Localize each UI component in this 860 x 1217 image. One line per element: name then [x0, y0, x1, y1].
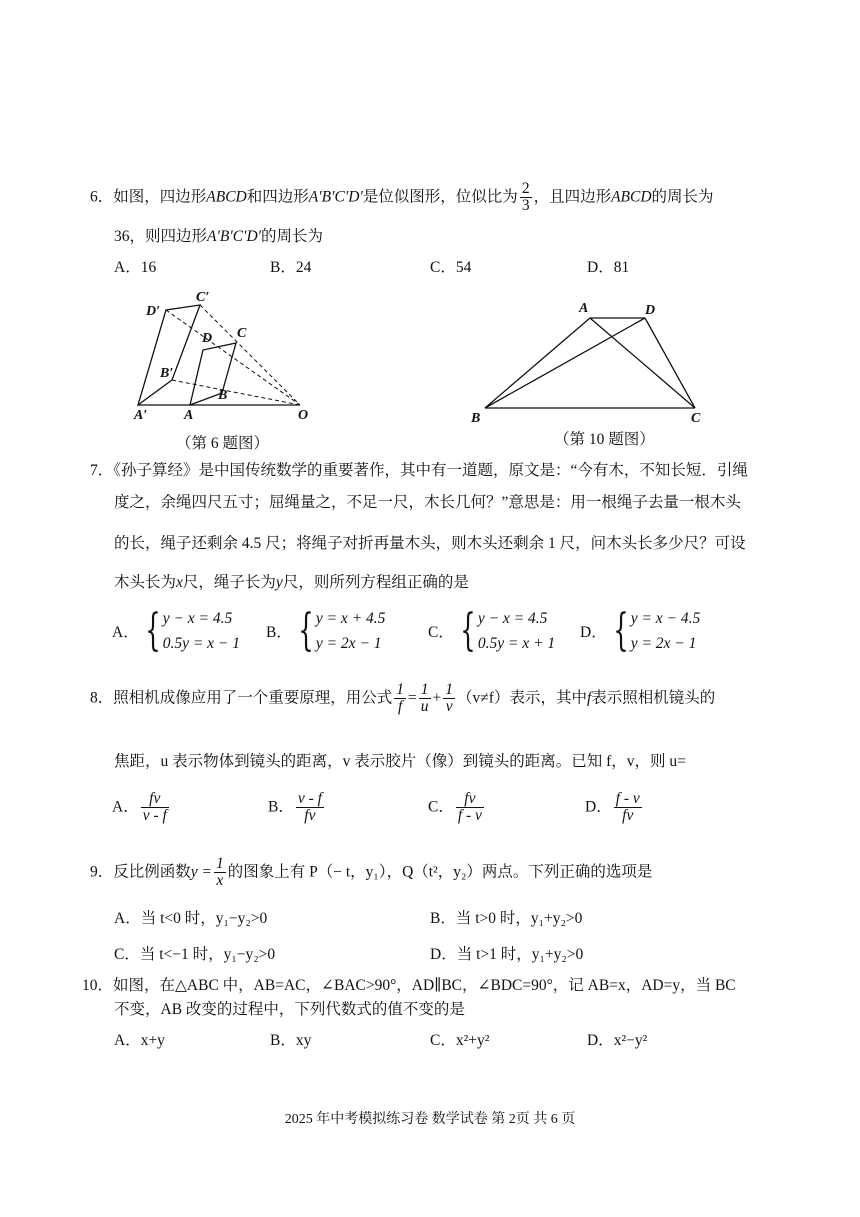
q7-line4: [114, 570, 469, 592]
q9-fraction: [214, 856, 226, 890]
q6-text: 和四边形: [246, 188, 309, 206]
equation: 0.5y = x + 1: [477, 635, 556, 652]
q6-number: 6．: [90, 188, 114, 206]
brace: {: [613, 605, 629, 656]
q6-text: 36，则四边形: [114, 228, 208, 245]
q7-option-d: [580, 606, 700, 656]
label-c: C: [237, 326, 247, 341]
segment-ab: [485, 318, 590, 408]
option-label: C．: [428, 798, 454, 816]
q9-option-a: A．当 t<0 时，y₁−y₂>0: [114, 910, 268, 927]
q8-number: 8．: [90, 689, 114, 707]
q8-option-c: [428, 791, 486, 825]
equation: y − x = 4.5: [477, 610, 548, 627]
q6-option-d: D．81: [587, 259, 630, 276]
label-b: B: [471, 411, 481, 426]
label-o: O: [298, 408, 309, 423]
q8-line2: 焦距，u 表示物体到镜头的距离，v 表示胶片（像）到镜头的距离。已知 f，v，则 u=: [114, 753, 686, 770]
quad-a-prime: [138, 305, 200, 405]
q9-text: 反比例函数: [113, 863, 191, 881]
q10-option-a: A．x+y: [114, 1032, 165, 1049]
frac-1-u: [419, 682, 431, 716]
option-fraction: [456, 791, 484, 825]
segment-bd: [485, 318, 645, 408]
q7-number: 7．: [90, 462, 114, 479]
frac-num: 1: [445, 681, 454, 698]
equation: y = x + 4.5: [315, 610, 386, 627]
segment-ac: [590, 318, 695, 408]
q7-option-b: [266, 606, 385, 656]
q8-text: 照相机成像应用了一个重要原理，用公式: [113, 689, 393, 707]
q8-condition: （v≠f）: [457, 689, 510, 707]
brace: {: [298, 605, 314, 656]
option-label: A．: [112, 798, 139, 816]
q10-option-b: B．xy: [270, 1032, 312, 1049]
option-fraction: [296, 791, 324, 825]
ratio-fraction: [520, 181, 532, 215]
q10-number: 10．: [82, 977, 114, 994]
q6-text: ，且四边形: [533, 188, 612, 206]
q7-text: 《孙子算经》是中国传统数学的重要著作，其中有一道题，原文是：“今有木，不知长短．引绳: [113, 462, 748, 479]
equals-sign: =: [408, 689, 417, 707]
brace: {: [145, 605, 161, 656]
frac-num: 1: [420, 681, 429, 698]
q6-text: 是位似图形，位似比为: [362, 188, 518, 206]
quad-abcd: [190, 343, 236, 405]
q7-text: 木头长为: [114, 574, 177, 591]
option-label: D．: [585, 798, 612, 816]
equation: y = 2x − 1: [630, 635, 697, 652]
frac-num: fv: [149, 790, 161, 807]
plus-sign: +: [432, 689, 442, 707]
label-d: D: [645, 303, 656, 318]
equation: 0.5y = x − 1: [162, 635, 241, 652]
frac-den: v - f: [142, 807, 167, 825]
frac-den: fv: [296, 807, 324, 824]
q7-line1: [90, 458, 748, 480]
label-b: B: [218, 388, 228, 403]
q6-option-a: A．16: [114, 259, 157, 276]
frac-den: v: [443, 698, 455, 715]
label-a: A: [184, 408, 194, 423]
frac-den: u: [420, 698, 429, 716]
q8-line1: [90, 682, 715, 716]
q10-option-d: D．x²−y²: [587, 1032, 648, 1049]
figure-6: [120, 285, 330, 425]
q8-text: 表示照相机镜头的: [591, 689, 716, 707]
frac-1-f: [394, 682, 406, 716]
q9-function: y =: [190, 863, 212, 881]
q7-option-a: [112, 606, 240, 656]
label-d: D: [202, 331, 213, 346]
q8-option-d: [585, 791, 644, 825]
figure-10: [465, 296, 715, 426]
option-label: B．: [266, 624, 292, 641]
frac-num: f - v: [615, 790, 640, 807]
q9-option-b: B．当 t>0 时，y₁+y₂>0: [430, 910, 583, 927]
q7-line2: 度之，余绳四尺五寸；屈绳量之，不足一尺，木长几何？”意思是：用一根绳子去量一根木头: [114, 494, 741, 511]
q9-line1: [90, 856, 652, 890]
ray-oc: [200, 305, 300, 405]
segment-dc: [645, 318, 695, 408]
frac-num: 1: [396, 681, 405, 698]
q6-option-b: B．24: [270, 259, 312, 276]
option-fraction: [614, 791, 642, 825]
label-b-prime: B′: [160, 366, 174, 381]
q9-number: 9．: [90, 863, 114, 881]
q6-var: ABCD: [611, 188, 652, 206]
q10-line2: 不变，AB 改变的过程中，下列代数式的值不变的是: [114, 1001, 465, 1018]
q10-text: 如图，在△ABC 中，AB=AC，∠BAC>90°，AD∥BC，∠BDC=90°，记 AB=x，AD=y，当 BC: [113, 977, 736, 994]
label-a-prime: A′: [134, 408, 148, 423]
q8-text: 表示，其中: [509, 689, 587, 707]
q7-line3: 的长，绳子还剩余 4.5 尺；将绳子对折再量木头，则木头还剩余 1 尺，问木头长多少尺？可设: [114, 535, 746, 552]
q6-var: ABCD: [206, 188, 247, 206]
label-a: A: [579, 301, 589, 316]
ratio-den: 3: [521, 197, 530, 215]
q8-option-b: [268, 791, 326, 825]
frac-num: fv: [464, 790, 476, 807]
q7-option-c: [428, 606, 555, 656]
q9-option-d: D．当 t>1 时，y₁+y₂>0: [430, 946, 584, 963]
option-label: B．: [268, 798, 294, 816]
frac-num: 1: [216, 855, 224, 872]
brace: {: [460, 605, 476, 656]
frac-den: fv: [614, 807, 642, 824]
frac-den: f: [394, 698, 406, 715]
frac-den: f - v: [457, 807, 482, 825]
figure-10-caption: （第 10 题图）: [554, 431, 655, 448]
q6-var: A′B′C′D′: [308, 188, 363, 206]
ratio-num: 2: [521, 180, 530, 197]
ray-od: [166, 310, 300, 405]
frac-num: v - f: [297, 790, 322, 807]
q9-option-c: C．当 t<−1 时，y₁−y₂>0: [114, 946, 276, 963]
page-footer: 2025 年中考模拟练习卷 数学试卷 第 2页 共 6 页: [284, 1112, 576, 1127]
q8-option-a: [112, 791, 171, 825]
frac-den: x: [214, 872, 226, 889]
q8-var: f: [586, 689, 592, 707]
option-label: C．: [428, 624, 454, 641]
q6-line1: [90, 181, 714, 215]
q7-var: x: [176, 574, 183, 591]
label-c: C: [691, 411, 701, 426]
equation: y = 2x − 1: [315, 635, 382, 652]
q6-text: 如图，四边形: [113, 188, 207, 206]
equation: y = x − 4.5: [630, 610, 701, 627]
option-label: D．: [580, 624, 607, 641]
q9-text: 的图象上有 P（− t，y₁），Q（t²，y₂）两点。下列正确的选项是: [227, 863, 653, 881]
frac-1-v: [443, 682, 455, 716]
q7-var: y: [275, 574, 283, 591]
q6-option-c: C．54: [430, 259, 472, 276]
option-fraction: [141, 791, 169, 825]
option-label: A．: [112, 624, 139, 641]
figure-6-caption: （第 6 题图）: [176, 435, 270, 452]
q7-text: 尺，绳子长为: [182, 574, 276, 591]
q6-text: 的周长为: [261, 228, 324, 245]
equation: y − x = 4.5: [162, 610, 233, 627]
q10-option-c: C．x²+y²: [430, 1032, 490, 1049]
q6-text: 的周长为: [651, 188, 714, 206]
q7-text: 尺，则所列方程组正确的是: [282, 574, 469, 591]
q6-line2: [114, 224, 323, 246]
q6-var: A′B′C′D′: [207, 228, 262, 245]
q10-line1: [82, 973, 736, 995]
label-c-prime: C′: [196, 290, 210, 305]
label-d-prime: D′: [146, 304, 161, 319]
